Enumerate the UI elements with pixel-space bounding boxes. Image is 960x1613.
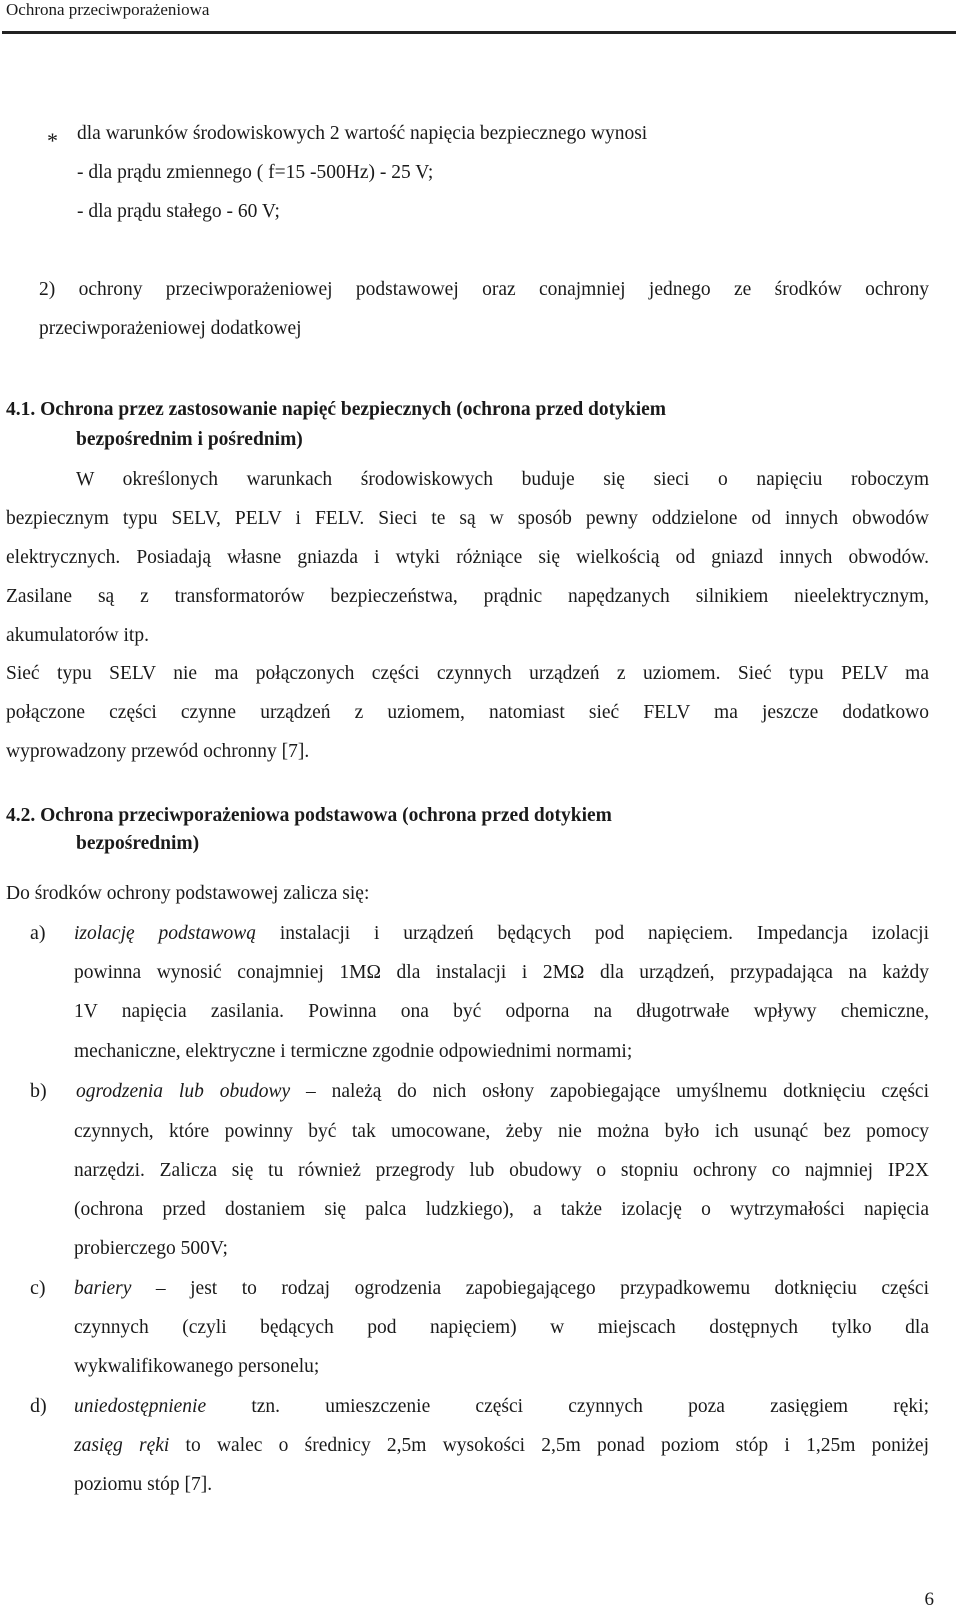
item-b-term: ogrodzenia lub obudowy (76, 1081, 291, 1102)
item-c-term: bariery (74, 1278, 132, 1299)
s41-paragraph-line-7: połączone części czynne urządzeń z uziomem, natomiast sieć FELV ma jeszcze dodatkowo (6, 702, 929, 723)
s41-paragraph-line-5: akumulatorów itp. (6, 625, 149, 646)
item-b-line-2: czynnych, które powinny być tak umocowane, żeby nie można było ich usunąć bez pomocy (74, 1121, 929, 1142)
item-a-line-2: powinna wynosić conajmniej 1MΩ dla instalacji i 2MΩ dla urządzeń, przypadająca na każdy (74, 962, 929, 983)
item-d-line-2: zasięg ręki to walec o średnicy 2,5m wysokości 2,5m ponad poziom stóp i 1,25m poniżej (74, 1435, 929, 1456)
s41-paragraph-line-8: wyprowadzony przewód ochronny [7]. (6, 741, 310, 762)
item-c-line-2: czynnych (czyli będących pod napięciem) w miejscach dostępnych tylko dla (74, 1317, 929, 1338)
intro-line-3: - dla prądu stałego - 60 V; (77, 201, 280, 222)
item-d-line-1: uniedostępnienie tzn. umieszczenie części czynnych poza zasięgiem ręki; (74, 1396, 929, 1417)
running-header: Ochrona przeciwporażeniowa (6, 0, 210, 19)
s41-paragraph-line-4: Zasilane są z transformatorów bezpieczeństwa, prądnic napędzanych silnikiem nieelektrycznym, (6, 586, 929, 607)
s41-paragraph-line-1: W określonych warunkach środowiskowych buduje się sieci o napięciu roboczym (76, 469, 929, 490)
item-a-marker: a) (30, 922, 46, 944)
point2-line-2: przeciwporażeniowej dodatkowej (39, 318, 302, 339)
item-b-line-5: probierczego 500V; (74, 1238, 228, 1259)
item-b-line-3: narzędzi. Zalicza się tu również przegrody lub obudowy o stopniu ochrony co najmniej IP2X (74, 1160, 929, 1181)
s41-paragraph-line-3: elektrycznych. Posiadają własne gniazda i wtyki różniące się wielkością od gniazd innych obwodów. (6, 547, 929, 568)
item-c-marker: c) (30, 1277, 46, 1299)
intro-line-2: - dla prądu zmiennego ( f=15 -500Hz) - 25 V; (77, 162, 434, 183)
section-4-1-heading-1: 4.1. Ochrona przez zastosowanie napięć bezpiecznych (ochrona przed dotykiem (6, 399, 667, 420)
header-rule (2, 31, 956, 34)
item-a-term: izolację podstawową (74, 923, 256, 944)
item-c-line-3: wykwalifikowanego personelu; (74, 1356, 320, 1377)
item-a-line-1: izolację podstawową instalacji i urządzeń będących pod napięciem. Impedancja izolacji (74, 923, 929, 944)
item-c-line-1: bariery – jest to rodzaj ogrodzenia zapobiegającego przypadkowemu dotknięciu części (74, 1278, 929, 1299)
item-d-line-3: poziomu stóp [7]. (74, 1474, 213, 1495)
section-4-2-heading-2: bezpośrednim) (76, 833, 200, 854)
s41-paragraph-line-6: Sieć typu SELV nie ma połączonych części czynnych urządzeń z uziomem. Sieć typu PELV ma (6, 663, 929, 684)
item-d-term-2: zasięg ręki (74, 1435, 170, 1456)
item-a-line-3: 1V napięcia zasilania. Powinna ona być odporna na długotrwałe wpływy chemiczne, (74, 1001, 929, 1022)
s42-intro: Do środków ochrony podstawowej zalicza się: (6, 883, 370, 904)
section-4-1-heading-2: bezpośrednim i pośrednim) (76, 429, 303, 450)
item-b-line-1: ogrodzenia lub obudowy – należą do nich osłony zapobiegające umyślnemu dotknięciu części (76, 1081, 929, 1102)
section-4-2-heading-1: 4.2. Ochrona przeciwporażeniowa podstawowa (ochrona przed dotykiem (6, 805, 612, 826)
item-d-term: uniedostępnienie (74, 1396, 207, 1417)
item-a-line-4: mechaniczne, elektryczne i termiczne zgodnie odpowiednimi normami; (74, 1041, 633, 1062)
s41-paragraph-line-2: bezpiecznym typu SELV, PELV i FELV. Sieci te są w sposób pewny oddzielone od innych obwodów (6, 508, 929, 529)
item-b-line-4: (ochrona przed dostaniem się palca ludzkiego), a także izolację o wytrzymałości napięcia (74, 1199, 929, 1220)
item-d-marker: d) (30, 1395, 47, 1417)
asterisk-bullet: * (47, 128, 58, 153)
point2-line-1: 2) ochrony przeciwporażeniowej podstawowej oraz conajmniej jednego ze środków ochrony (39, 279, 929, 300)
item-b-marker: b) (30, 1080, 47, 1102)
intro-line-1: dla warunków środowiskowych 2 wartość napięcia bezpiecznego wynosi (77, 123, 648, 144)
page-number: 6 (924, 1589, 934, 1610)
